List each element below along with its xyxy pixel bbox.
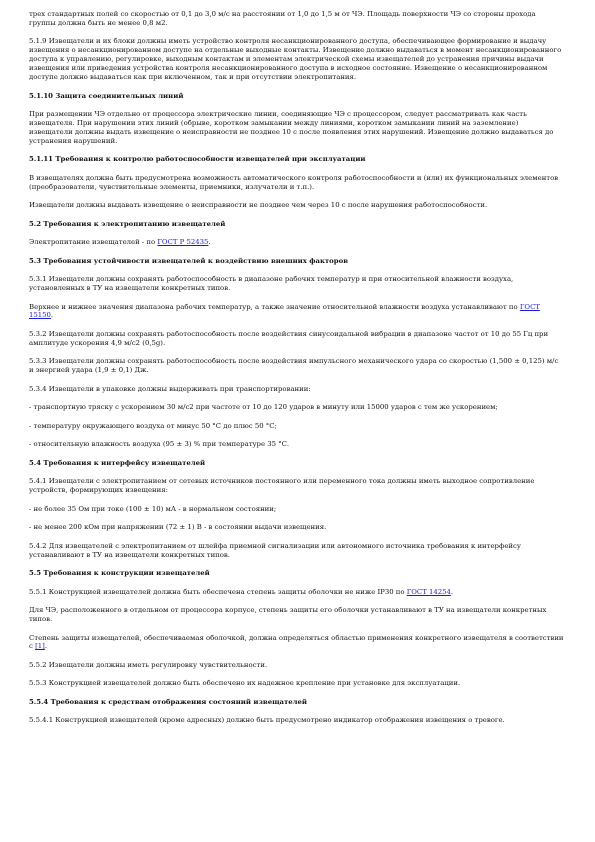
paragraph: 5.3.2 Извещатели должны сохранять работоспособность после воздействия синусоидальной вибрации в диапазоне частот от 10 до 55 Гц при амплитуде ускорения 4,9 м/с2 (0,5g). <box>29 329 549 347</box>
gost-14254-link[interactable]: ГОСТ 14254 <box>406 587 451 596</box>
paragraph: 5.3.3 Извещатели должны сохранять работоспособность после воздействия импульсного механического удара со скоростью (1,500 ± 0,125) м/с и энергией удара (1,9 ± 0,1) Дж. <box>29 357 559 375</box>
paragraph: 5.5.2 Извещатели должны иметь регулировку чувствительности. <box>29 660 268 669</box>
paragraph: При размещении ЧЭ отдельно от процессора электрические линии, соединяющие ЧЭ с процессором, следует рассматривать как часть извещателя. При нарушении этих линий (обрыве, коротком замыкании между линиями, коротком замыкании линий на заземление) извещатели должны выдать извещение о неисправности не позднее 10 с после появления этих нарушений. Извещение должно выдаваться до устранения нарушений. <box>29 110 554 145</box>
paragraph-text: . <box>450 587 454 596</box>
paragraph-text: . <box>44 642 48 651</box>
paragraph-text: . <box>208 238 211 247</box>
paragraph-text: . <box>50 311 54 320</box>
list-item: - относительную влажность воздуха (95 ± 3) % при температуре 35 °С. <box>29 440 290 449</box>
section-heading: 5.5.4 Требования к средствам отображения состояний извещателей <box>29 697 308 706</box>
list-item: - температуру окружающего воздуха от минус 50 °С до плюс 50 °С; <box>29 421 277 430</box>
list-item: - не менее 200 кОм при напряжении (72 ± 1) В - в состоянии выдачи извещения. <box>29 523 327 532</box>
paragraph: 5.3.4 Извещатели в упаковке должны выдерживать при транспортировании: <box>29 384 311 393</box>
section-heading: 5.2 Требования к электропитанию извещателей <box>29 219 226 228</box>
paragraph <box>29 238 564 247</box>
paragraph-text: Верхнее и нижнее значения диапазона рабочих температур, а также значение относительной влажности воздуха устанавливают по <box>29 302 520 311</box>
paragraph <box>29 634 564 652</box>
paragraph-text: Степень защиты извещателей, обеспечиваемая оболочкой, должна определяться областью применения конкретного извещателя в соответствии с <box>29 633 564 651</box>
paragraph: 5.4.2 Для извещателей с электропитанием от шлейфа приемной сигнализации или автономного источника требования к интерфейсу устанавливают в ТУ на извещатели конкретных типов. <box>29 541 521 559</box>
paragraph: Для ЧЭ, расположенного в отдельном от процессора корпусе, степень защиты его оболочки устанавливают в ТУ на извещатели конкретных типов. <box>29 606 547 623</box>
section-heading: 5.1.10 Защита соединительных линий <box>29 91 184 100</box>
paragraph: Извещатели должны выдавать извещение о неисправности не позднее чем через 10 с после нарушения работоспособности. <box>29 201 488 210</box>
paragraph-text: Электропитание извещателей - по <box>29 238 158 247</box>
list-item: - не более 35 Ом при токе (100 ± 10) мА - в нормальном состоянии; <box>29 504 277 513</box>
reference-1-link[interactable]: [1] <box>35 642 45 651</box>
paragraph <box>29 588 564 597</box>
paragraph: 5.5.3 Конструкцией извещателей должно быть обеспечено их надежное крепление при установке для эксплуатации. <box>29 679 461 688</box>
document-body <box>29 10 564 735</box>
paragraph: 5.3.1 Извещатели должны сохранять работоспособность в диапазоне рабочих температур и при относительной влажности воздуха, установленных в ТУ на извещатели конкретных типов. <box>29 275 514 293</box>
section-heading: 5.4 Требования к интерфейсу извещателей <box>29 458 206 467</box>
paragraph-text: 5.5.1 Конструкцией извещателей должна быть обеспечена степень защиты оболочки не ниже IP30 по <box>29 587 407 596</box>
paragraph: В извещателях должна быть предусмотрена возможность автоматического контроля работоспособности и (или) их функциональных элементов (преобразователи, чувствительные элементы, приемники, излучатели и т.п.). <box>29 173 559 191</box>
paragraph: 5.1.9 Извещатели и их блоки должны иметь устройство контроля несанкционированного доступа, обеспечивающее формирование и выдачу извещения о несанкционированном доступе на отдельные выходные контакты. Извещение должно выдаваться в момент несанкционированного доступа к управлению, регулировке, выходным контактам и элементам электрической схемы извещателей до устранения причины выдачи извещения или приведения устройства контроля несанкционированного доступа в исходное состояние. Извещение о несанкционированном доступе должно выдаваться как при включенном, так и при отсутствии электропитания. <box>29 37 562 82</box>
section-heading: 5.1.11 Требования к контролю работоспособности извещателей при эксплуатации <box>29 155 366 164</box>
list-item: - транспортную тряску с ускорением 30 м/с2 при частоте от 10 до 120 ударов в минуту или 15000 ударов с тем же ускорением; <box>29 403 498 412</box>
paragraph: 5.5.4.1 Конструкцией извещателей (кроме адресных) должно быть предусмотрено индикатор отображения извещения о тревоге. <box>29 716 505 725</box>
section-heading: 5.5 Требования к конструкции извещателей <box>29 569 210 578</box>
paragraph: трех стандартных полей со скоростью от 0,1 до 3,0 м/с на расстоянии от 1,0 до 1,5 м от ЧЭ. Площадь поверхности ЧЭ со стороны прохода группы должна быть не менее 0,8 м2. <box>29 10 536 27</box>
gost-r-52435-link[interactable]: ГОСТ Р 52435 <box>157 238 209 247</box>
gost-15150-link[interactable]: ГОСТ 15150 <box>29 302 540 320</box>
paragraph <box>29 303 564 321</box>
paragraph: 5.4.1 Извещатели с электропитанием от сетевых источников постоянного или переменного тока должны иметь выходное сопротивление устройств, формирующих извещения: <box>29 477 535 495</box>
section-heading: 5.3 Требования устойчивости извещателей к воздействию внешних факторов <box>29 256 348 265</box>
